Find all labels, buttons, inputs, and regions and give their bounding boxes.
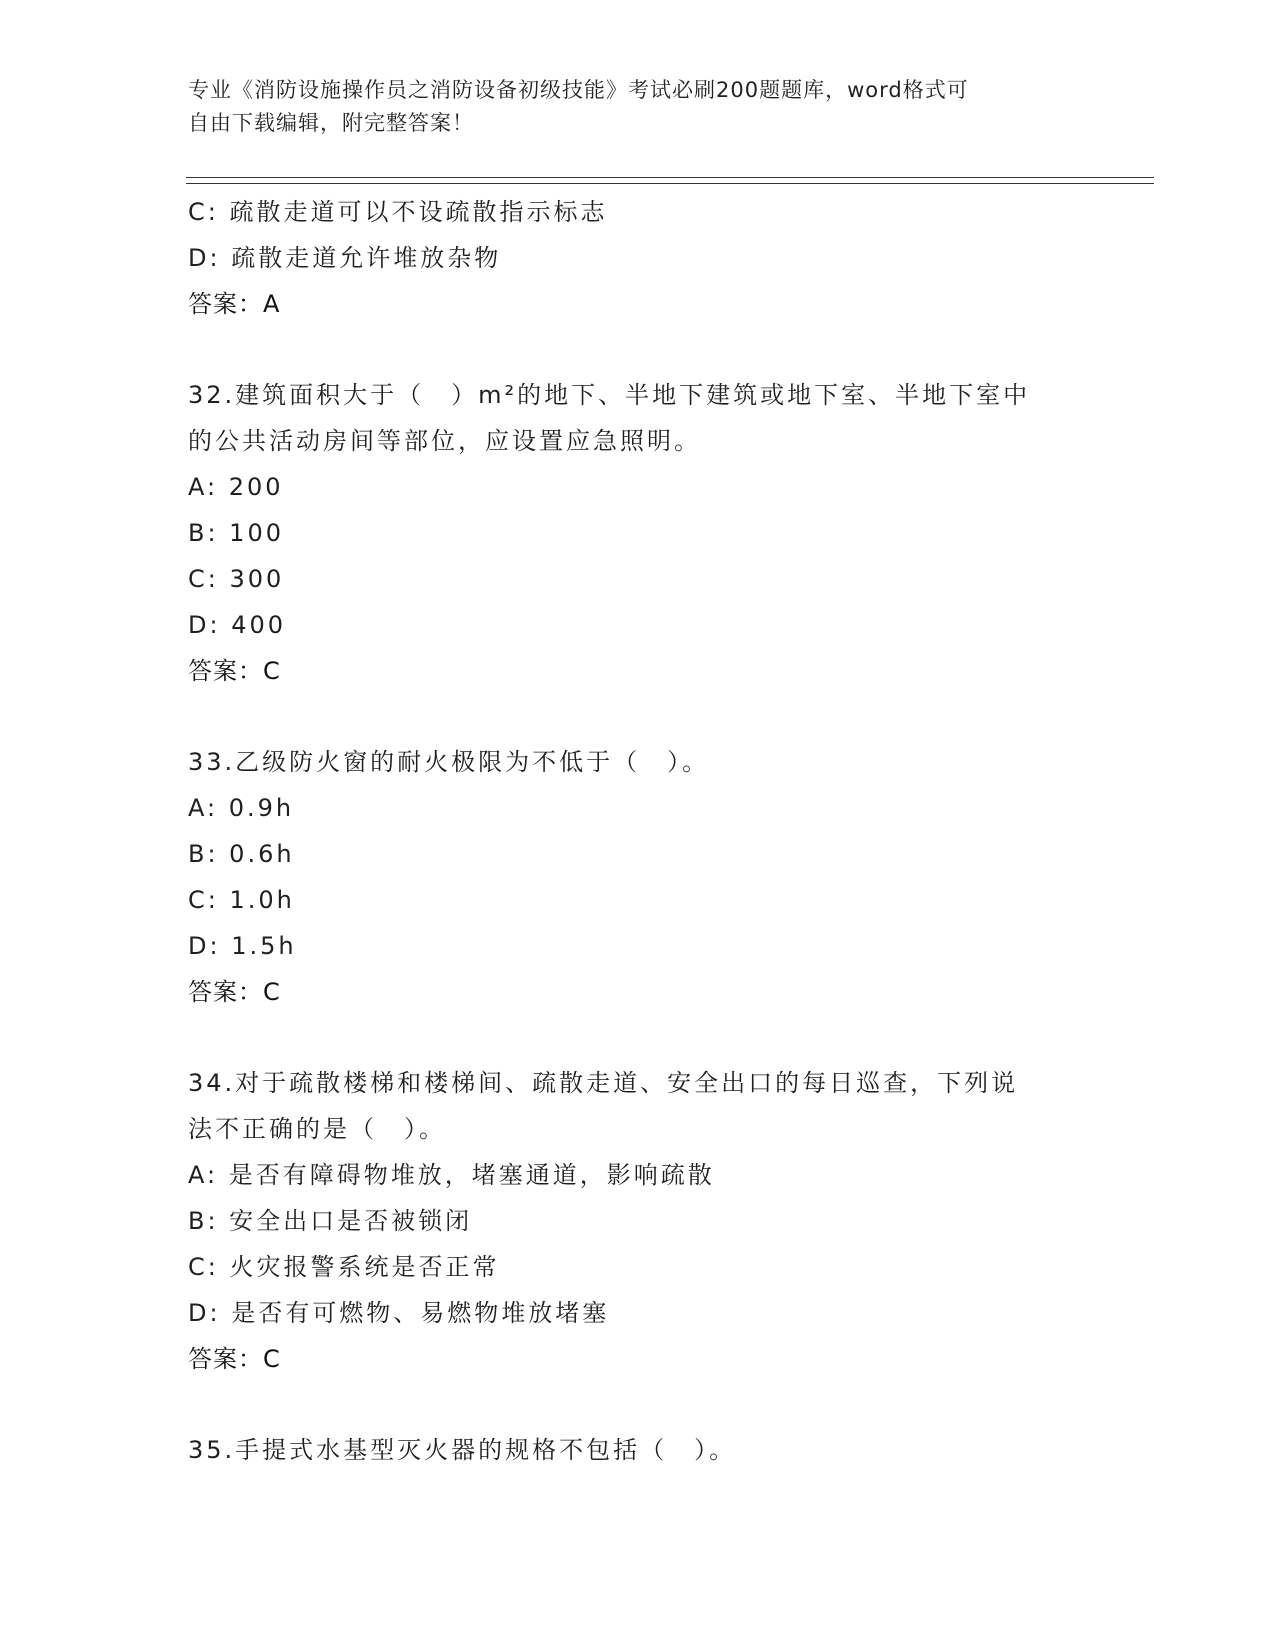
- answer-line: [188, 1336, 1088, 1382]
- question-block-32: [188, 372, 1088, 694]
- answer-line: [188, 969, 1088, 1015]
- option-a: A: 200: [188, 473, 284, 501]
- answer-line: [188, 648, 1088, 694]
- header-divider-bottom: [186, 183, 1154, 184]
- answer-label: 答案：: [188, 1345, 263, 1373]
- question-stem-line: 33.乙级防火窗的耐火极限为不低于（ ）。: [188, 748, 710, 776]
- document-header: [188, 74, 1088, 140]
- header-title-line-2: 自由下载编辑，附完整答案！: [188, 111, 474, 135]
- question-block-33: [188, 739, 1088, 1015]
- option-a: A: 是否有障碍物堆放，堵塞通道，影响疏散: [188, 1161, 715, 1189]
- option-c: C: 300: [188, 565, 285, 593]
- question-list: [188, 189, 1088, 1473]
- header-title-line-1: 专业《消防设施操作员之消防设备初级技能》考试必刷200题题库，word格式可: [188, 78, 969, 102]
- question-stem-line: 34.对于疏散楼梯和楼梯间、疏散走道、安全出口的每日巡查，下列说: [188, 1069, 1019, 1097]
- option-b: B: 100: [188, 519, 284, 547]
- answer-value: C: [263, 657, 281, 685]
- option-b: B: 0.6h: [188, 840, 295, 868]
- header-divider-top: [186, 177, 1154, 178]
- option-c: C: 疏散走道可以不设疏散指示标志: [188, 198, 608, 226]
- option-a: A: 0.9h: [188, 794, 295, 822]
- question-block-34: [188, 1060, 1088, 1382]
- option-c: C: 火灾报警系统是否正常: [188, 1253, 500, 1281]
- question-stem-line: 35.手提式水基型灭火器的规格不包括（ ）。: [188, 1436, 737, 1464]
- answer-line: [188, 281, 1088, 327]
- question-stem-line: 的公共活动房间等部位，应设置应急照明。: [188, 427, 701, 455]
- answer-label: 答案：: [188, 978, 263, 1006]
- answer-label: 答案：: [188, 657, 263, 685]
- question-block-35: [188, 1427, 1088, 1473]
- question-block-prev: [188, 189, 1088, 327]
- option-c: C: 1.0h: [188, 886, 295, 914]
- option-d: D: 400: [188, 611, 287, 639]
- option-b: B: 安全出口是否被锁闭: [188, 1207, 473, 1235]
- question-stem-line: 32.建筑面积大于（ ）m²的地下、半地下建筑或地下室、半地下室中: [188, 381, 1031, 409]
- answer-value: C: [263, 1345, 281, 1373]
- answer-value: C: [263, 978, 281, 1006]
- option-d: D: 是否有可燃物、易燃物堆放堵塞: [188, 1299, 610, 1327]
- option-d: D: 疏散走道允许堆放杂物: [188, 244, 502, 272]
- option-d: D: 1.5h: [188, 932, 297, 960]
- answer-label: 答案：: [188, 290, 263, 318]
- answer-value: A: [263, 290, 281, 318]
- question-stem-line: 法不正确的是（ ）。: [188, 1115, 446, 1143]
